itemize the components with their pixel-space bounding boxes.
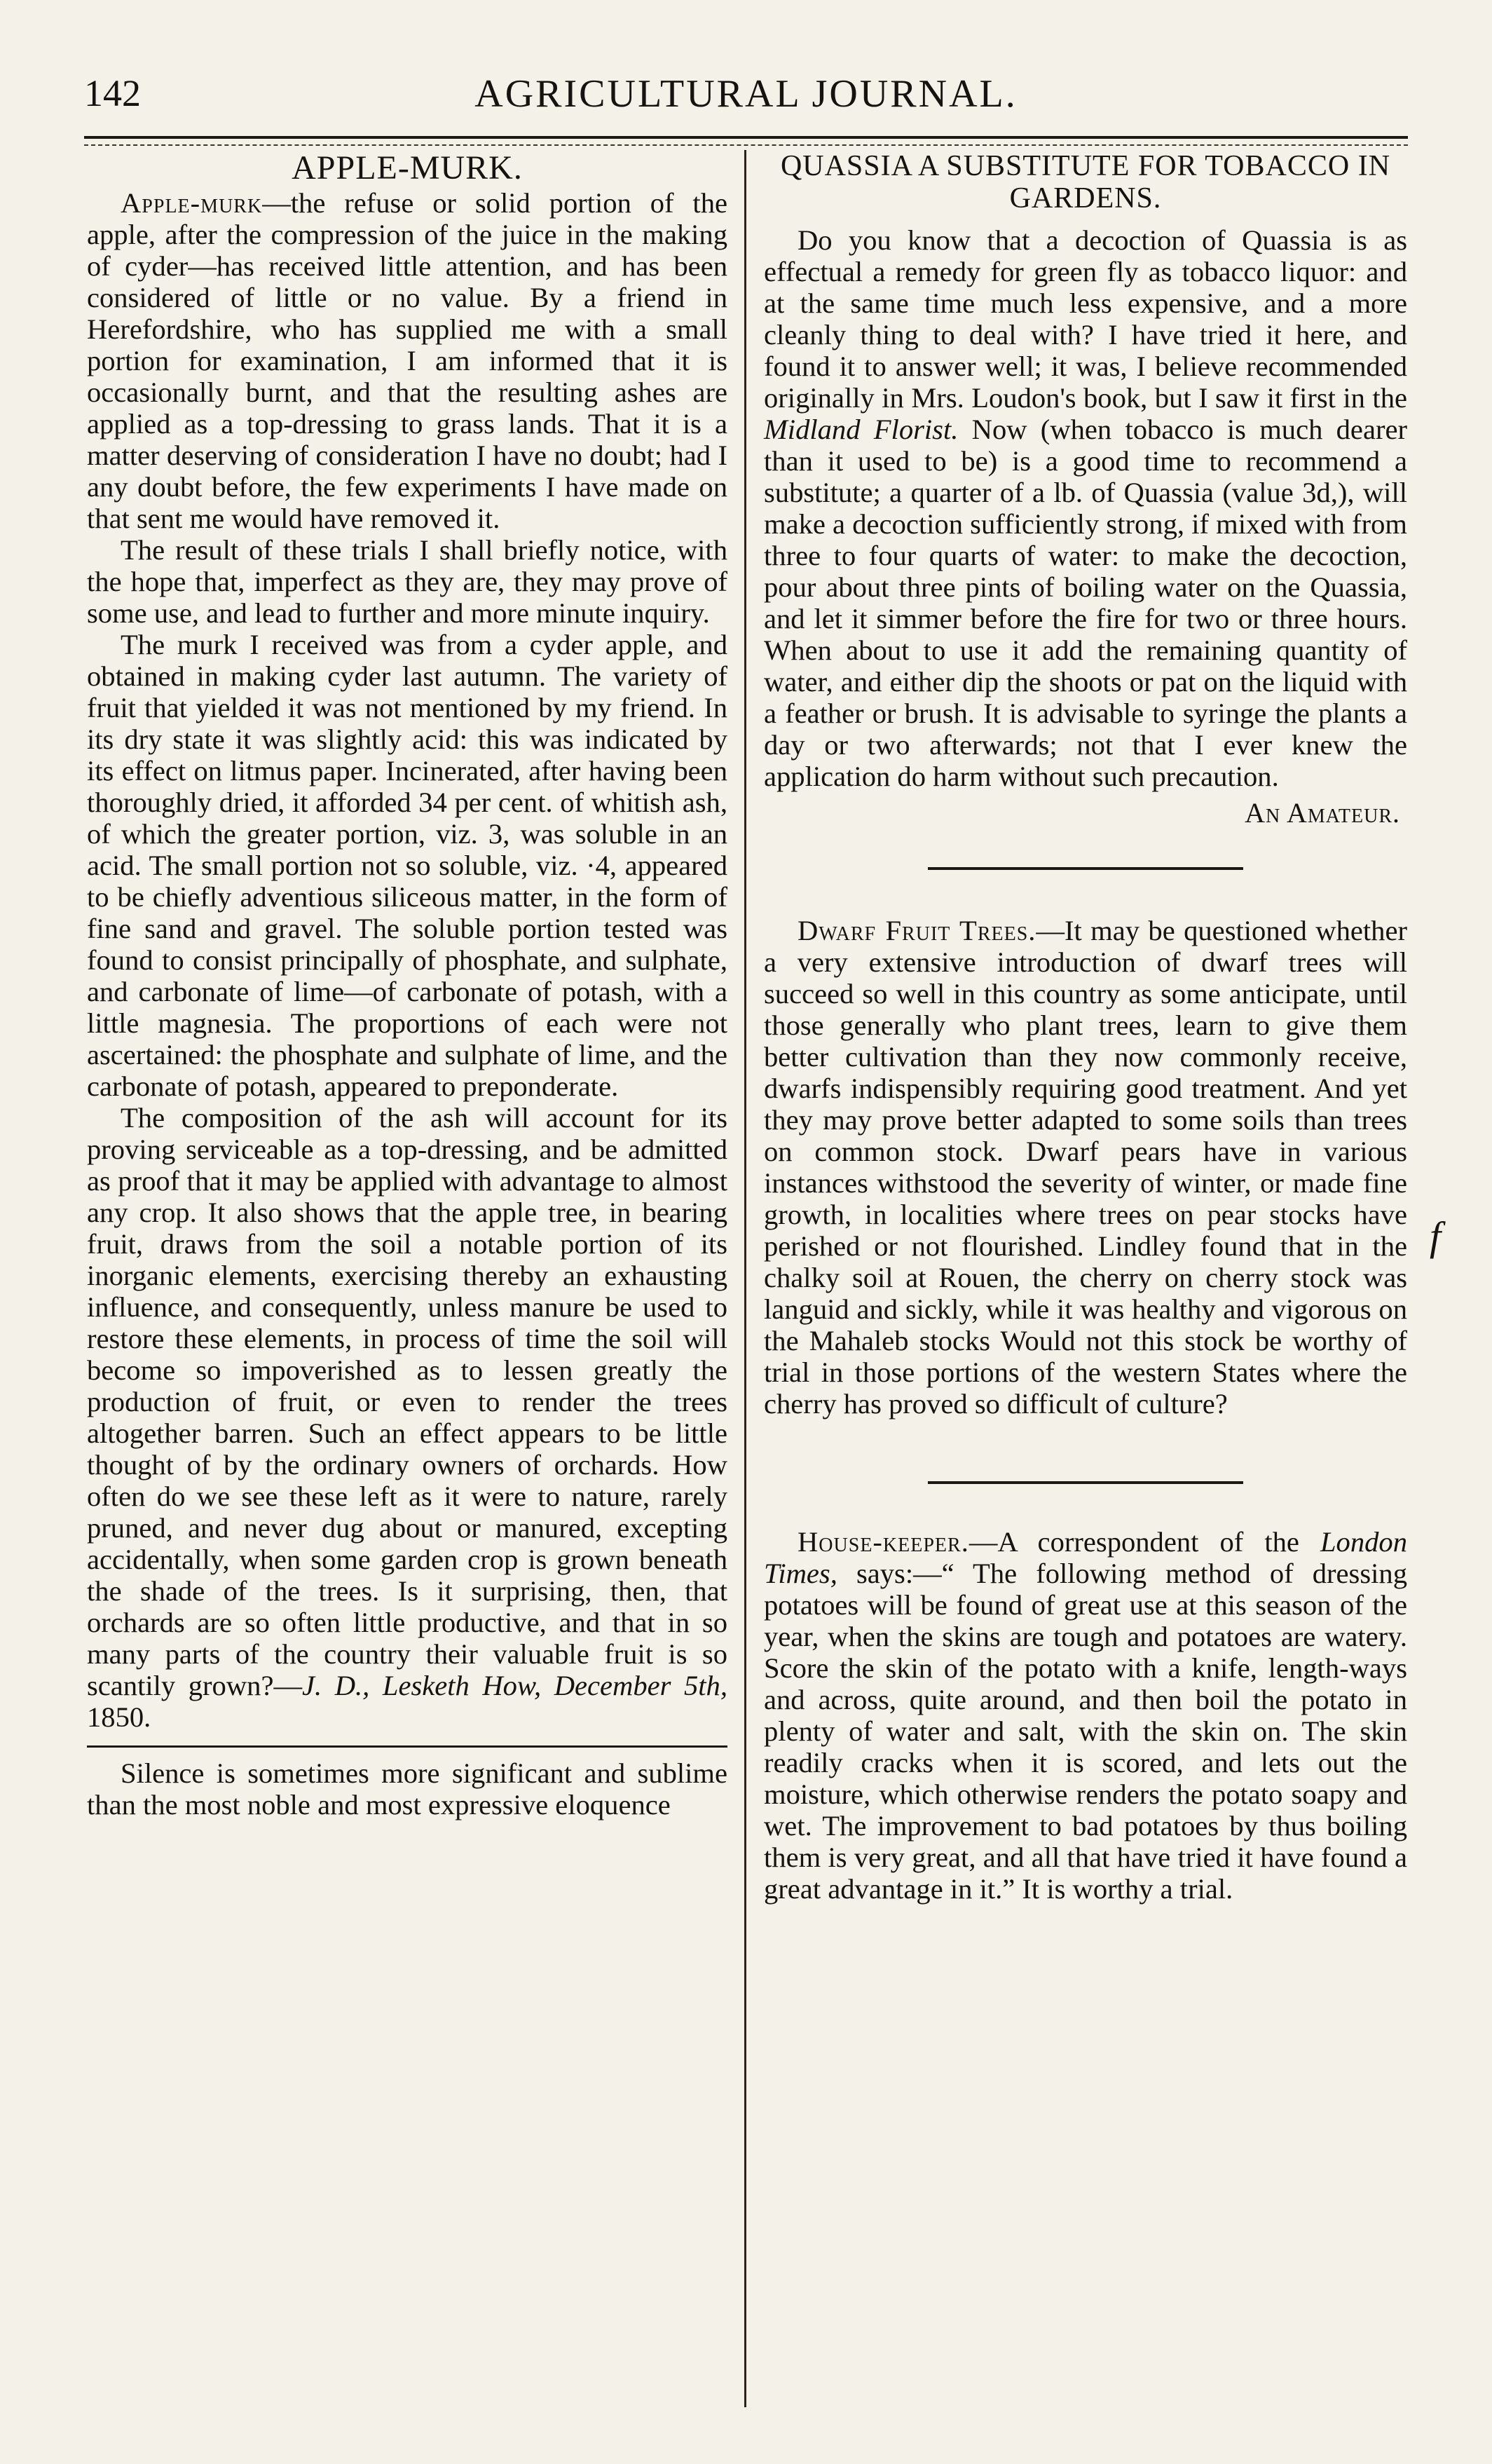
- dwarf-fruit-trees-text: —It may be questioned whether a very extensive introduction of dwarf trees will succeed so well in this country as some anticipate, until those generally who plant trees, learn to give them better cultivation than they now commonly receive, dwarfs indispensibly requiring good treatment. And yet they may prove better adapted to some soils than trees on common stock. Dwarf pears have in various instances withstood the severity of winter, or made fine growth, in localities where trees on pear stocks have perished or not flourished. Lindley found that in the chalky soil at Rouen, the cherry on cherry stock was languid and sickly, while it was healthy and vigorous on the Mahaleb stocks Would not this stock be worthy of trial in those portions of the western States where the cherry has proved so difficult of culture?: [764, 915, 1407, 1420]
- left-column-rule: [87, 1745, 727, 1748]
- left-column: [87, 150, 727, 1820]
- right-column: [764, 150, 1407, 1905]
- quassia-title: QUASSIA A SUBSTITUTE FOR TOBACCO IN GARDENS.: [780, 150, 1391, 215]
- house-keeper-lead: House-keeper.: [798, 1526, 969, 1558]
- apple-murk-paragraph-1-text: —the refuse or solid portion of the apple, after the compression of the juice in the making of cyder—has received little attention, and has been considered of little or no value. By a friend in Herefordshire, who has supplied me with a small portion for examination, I am informed that it is occasionally burnt, and that the resulting ashes are applied as a top-dressing to grass lands. That it is a matter deserving of consideration I have no doubt; had I any doubt before, the few experiments I have made on that sent me would have removed it.: [87, 186, 727, 534]
- apple-murk-paragraph-1: [87, 187, 727, 534]
- dwarf-end-rule: [928, 1481, 1243, 1484]
- quassia-source-title: Midland Florist.: [764, 414, 959, 446]
- house-keeper-source: London Times,: [764, 1526, 1407, 1590]
- house-keeper-text-2: says:—“ The following method of dressing potatoes will be found of great use at this season of the year, when the skins are tough and potatoes are watery. Score the skin of the potato with a knife, length-ways and across, quite around, and then boil the potato in plenty of water and salt, with the skin on. The skin readily cracks when it is scored, and lets out the moisture, which otherwise renders the potato soapy and wet. The improvement to bad potatoes by thus boiling them is very great, and all that have tried it have found a great advantage in it.” It is worthy a trial.: [764, 1558, 1407, 1905]
- apple-murk-paragraph-2: The result of these trials I shall briefly notice, with the hope that, imperfect as they are, they may prove of some use, and lead to further and more minute inquiry.: [87, 533, 727, 629]
- silence-note: Silence is sometimes more significant and sublime than the most noble and most expressive eloquence: [87, 1757, 727, 1820]
- house-keeper-paragraph: [764, 1526, 1407, 1905]
- apple-murk-paragraph-3: The murk I received was from a cyder apple, and obtained in making cyder last autumn. The variety of fruit that yielded it was not mentioned by my friend. In its dry state it was slightly acid: this was indicated by its effect on litmus paper. Incinerated, after having been thoroughly dried, it afforded 34 per cent. of whitish ash, of which the greater portion, viz. 3, was soluble in an acid. The small portion not so soluble, viz. ·4, appeared to be chiefly adventious siliceous matter, in the form of fine sand and gravel. The soluble portion tested was found to consist principally of phosphate, and sulphate, and carbonate of lime—of carbonate of potash, with a little magnesia. The proportions of each were not ascertained: the phosphate and sulphate of lime, and the carbonate of potash, appeared to preponderate.: [87, 628, 727, 1102]
- apple-murk-signature: J. D., Lesketh How, December 5th,: [302, 1669, 727, 1701]
- header-rule-dashed: [84, 144, 1408, 146]
- column-divider: [744, 150, 746, 2407]
- dwarf-fruit-trees-lead: Dwarf Fruit Trees.: [798, 915, 1036, 947]
- header-rule: [84, 136, 1408, 139]
- quassia-paragraph: [764, 224, 1407, 792]
- apple-murk-paragraph-4-text: The composition of the ash will account for its proving serviceable as a top-dressing, and be admitted as proof that it may be applied with advantage to almost any crop. It also shows that the apple tree, in bearing fruit, draws from the soil a notable portion of its inorganic elements, exercising thereby an exhausting influence, and consequently, unless manure be used to restore these elements, in process of time the soil will become so impoverished as to lessen greatly the production of fruit, or even to render the trees altogether barren. Such an effect appears to be little thought of by the ordinary owners of orchards. How often do we see these left as it were to nature, rarely pruned, and never dug about or manured, excepting accidentally, when some garden crop is grown beneath the shade of the trees. Is it surprising, then, that orchards are so often little productive, and that in so many parts of the country their valuable fruit is so scantily grown?—: [87, 1101, 727, 1701]
- margin-mark: f: [1430, 1213, 1442, 1259]
- quassia-text-1: Do you know that a decoction of Quassia is as effectual a remedy for green fly as tobacco liquor: and at the same time much less expensive, and a more cleanly thing to deal with? I have tried it here, and found it to answer well; it was, I believe recommended originally in Mrs. Loudon's book, but I saw it first in the: [764, 224, 1407, 414]
- running-head: [84, 60, 1408, 123]
- house-keeper-text-1: —A correspondent of the: [969, 1526, 1299, 1558]
- apple-murk-year: 1850.: [87, 1701, 151, 1733]
- journal-title: AGRICULTURAL JOURNAL.: [474, 72, 1018, 116]
- page-number: 142: [84, 72, 141, 114]
- dwarf-fruit-trees-paragraph: [764, 915, 1407, 1420]
- quassia-signature: An Amateur.: [1245, 797, 1400, 829]
- apple-murk-paragraph-4: [87, 1102, 727, 1733]
- apple-murk-title: APPLE-MURK.: [292, 149, 523, 186]
- quassia-text-2: Now (when tobacco is much dearer than it used to be) is a good time to recommend a substitute; a quarter of a lb. of Quassia (value 3d,), will make a decoction sufficiently strong, if mixed with from three to four quarts of water: to make the decoction, pour about three pints of boiling water on the Quassia, and let it simmer before the fire for two or three hours. When about to use it add the remaining quantity of water, and either dip the shoots or pat on the liquid with a feather or brush. It is advisable to syringe the plants a day or two afterwards; not that I ever knew the application do harm without such precaution.: [764, 414, 1407, 793]
- quassia-end-rule: [928, 867, 1243, 870]
- apple-murk-lead: Apple-murk: [121, 186, 263, 219]
